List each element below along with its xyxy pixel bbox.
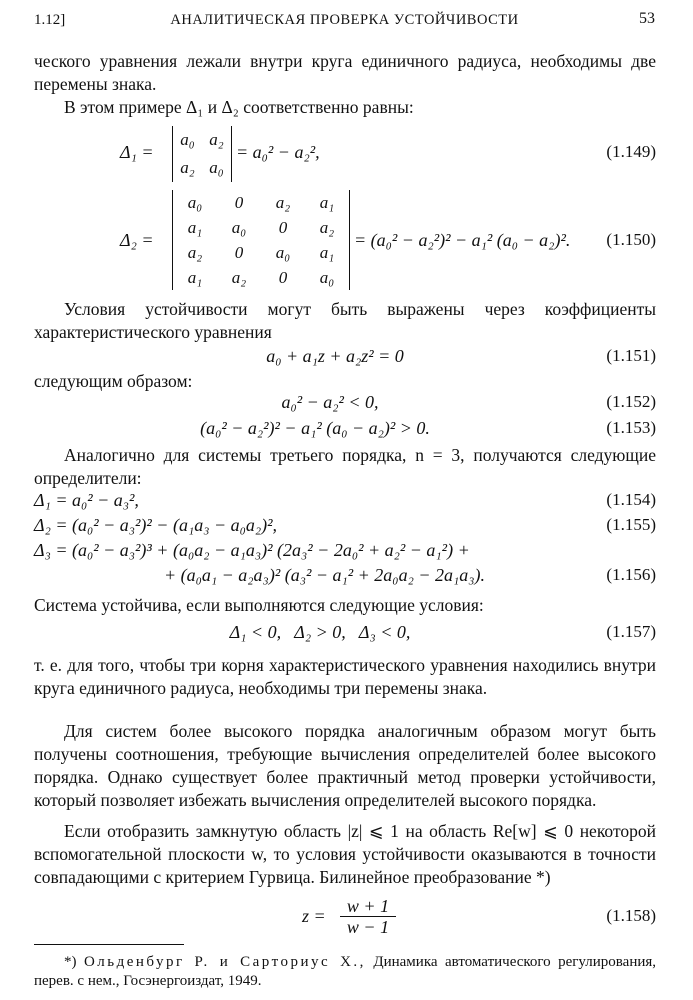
equation-1-155 bbox=[34, 515, 656, 541]
footnote-authors: Ольденбург Р. и Сарториус Х., bbox=[83, 954, 366, 970]
equation-1-156-line-2 bbox=[34, 565, 656, 591]
equation-number: (1.152) bbox=[606, 392, 656, 411]
equation-rhs: = a₀² − a₂², bbox=[236, 142, 320, 162]
paragraph-5: Аналогично для системы третьего порядка, n = 3, получаются следующие определители: bbox=[34, 445, 656, 488]
matrix-cell: a₁ bbox=[187, 217, 203, 237]
matrix-cell: 0 bbox=[278, 217, 288, 237]
matrix-cell: a₂ bbox=[275, 192, 291, 212]
equation-number: (1.156) bbox=[606, 565, 656, 584]
matrix-cell: a₂ bbox=[319, 217, 335, 237]
equation-lhs: z = bbox=[302, 906, 326, 926]
matrix-cell: a₀ bbox=[275, 242, 291, 262]
paragraph-4: следующим образом: bbox=[34, 371, 193, 391]
footnote-text: Динамика автоматического регулирования, перев. с нем., Госэнергоиздат, 1949. bbox=[34, 954, 657, 989]
equation-rhs: = (a₀² − a₂²)² − a₁² (a₀ − a₂)². bbox=[354, 230, 571, 250]
equation-number: (1.154) bbox=[606, 490, 656, 509]
paragraph-2: В этом примере Δ₁ и Δ₂ соответственно равны: bbox=[64, 97, 414, 117]
equation-1-154 bbox=[34, 490, 656, 516]
equation-1-149 bbox=[34, 124, 656, 184]
equation-body: a₀ + a₁z + a₂z² = 0 bbox=[266, 346, 404, 366]
equation-number: (1.150) bbox=[606, 230, 656, 249]
matrix-cell: a₁ bbox=[319, 192, 335, 212]
footnote-marker: *) bbox=[64, 954, 77, 970]
matrix-cell: 0 bbox=[278, 267, 288, 287]
paragraph-6: Система устойчива, если выполняются следующие условия: bbox=[34, 595, 484, 615]
determinant-4x4 bbox=[172, 190, 350, 290]
equation-number: (1.149) bbox=[606, 142, 656, 161]
matrix-cell: a₂ bbox=[231, 267, 247, 287]
equation-1-157 bbox=[34, 622, 656, 648]
determinant-2x2 bbox=[172, 126, 232, 182]
paragraph-8: Для систем более высокого порядка аналогичным образом могут быть получены соотношения, требующие вычисления определителей более высокого порядка. Однако существует более практичный метод проверки устойчивости, который позволяет избежать вычисления определителей высокого порядка. bbox=[34, 721, 656, 810]
matrix-cell: a₀ bbox=[231, 217, 247, 237]
matrix-cell: a₁ bbox=[187, 267, 203, 287]
equation-body: Δ₂ = (a₀² − a₃²)² − (a₁a₃ − a₀a₂)², bbox=[34, 515, 278, 535]
matrix-cell: 0 bbox=[234, 192, 244, 212]
footnote-divider bbox=[34, 944, 184, 945]
equation-1-151 bbox=[34, 346, 656, 372]
equation-number: (1.153) bbox=[606, 418, 656, 437]
matrix-cell: a₀ bbox=[319, 267, 335, 287]
fraction bbox=[340, 896, 396, 937]
paragraph-7: т. е. для того, чтобы три корня характеристического уравнения находились внутри круга единичного радиуса, необходимы три перемены знака. bbox=[34, 655, 656, 698]
equation-1-153 bbox=[34, 418, 656, 444]
equation-body: (a₀² − a₂²)² − a₁² (a₀ − a₂)² > 0. bbox=[200, 418, 430, 438]
paragraph-9: Если отобразить замкнутую область |z| ⩽ 1 на область Re[w] ⩽ 0 некоторой вспомогательной плоскости w, то условия устойчивости оказываются в точности совпадающими с критерием Гурвица. Билинейное преобразование *) bbox=[34, 821, 656, 887]
paragraph-3: Условия устойчивости могут быть выражены через коэффициенты характеристического уравнения bbox=[34, 299, 656, 342]
equation-1-150 bbox=[34, 188, 656, 292]
equation-lhs: Δ₂ = bbox=[120, 230, 154, 250]
paragraph-1: ческого уравнения лежали внутри круга единичного радиуса, необходимы две перемены знака. bbox=[34, 51, 656, 94]
running-header bbox=[34, 10, 655, 34]
matrix-cell: a₀ bbox=[180, 130, 195, 149]
equation-body: + (a₀a₁ − a₂a₃)² (a₃² − a₁² + 2a₀a₂ − 2a₁a₃). bbox=[164, 565, 485, 585]
equation-1-152 bbox=[34, 392, 656, 418]
fraction-numerator: w + 1 bbox=[340, 896, 396, 917]
footnote bbox=[34, 953, 656, 991]
page-title: АНАЛИТИЧЕСКАЯ ПРОВЕРКА УСТОЙЧИВОСТИ bbox=[170, 12, 519, 28]
fraction-denominator: w − 1 bbox=[346, 917, 390, 937]
section-ref: 1.12] bbox=[34, 12, 66, 28]
matrix-cell: 0 bbox=[234, 242, 244, 262]
matrix-cell: a₁ bbox=[319, 242, 335, 262]
matrix-cell: a₂ bbox=[187, 242, 203, 262]
equation-number: (1.157) bbox=[606, 622, 656, 641]
equation-number: (1.155) bbox=[606, 515, 656, 534]
equation-number: (1.158) bbox=[606, 906, 656, 925]
matrix-cell: a₀ bbox=[187, 192, 203, 212]
equation-body: Δ₃ = (a₀² − a₃²)³ + (a₀a₂ − a₁a₃)² (2a₃² − 2a₀² + a₂² − a₁²) + bbox=[34, 540, 470, 560]
equation-number: (1.151) bbox=[606, 346, 656, 365]
equation-body: Δ₁ = a₀² − a₃², bbox=[34, 490, 139, 510]
equation-lhs: Δ₁ = bbox=[120, 142, 154, 162]
equation-body: Δ₁ < 0, Δ₂ > 0, Δ₃ < 0, bbox=[229, 622, 411, 642]
equation-1-156-line-1 bbox=[34, 540, 656, 566]
matrix-cell: a₀ bbox=[209, 158, 224, 177]
equation-1-158 bbox=[34, 896, 656, 940]
matrix-cell: a₂ bbox=[180, 158, 195, 177]
equation-body: a₀² − a₂² < 0, bbox=[281, 392, 379, 412]
matrix-cell: a₂ bbox=[209, 130, 224, 149]
page-number: 53 bbox=[639, 10, 655, 27]
